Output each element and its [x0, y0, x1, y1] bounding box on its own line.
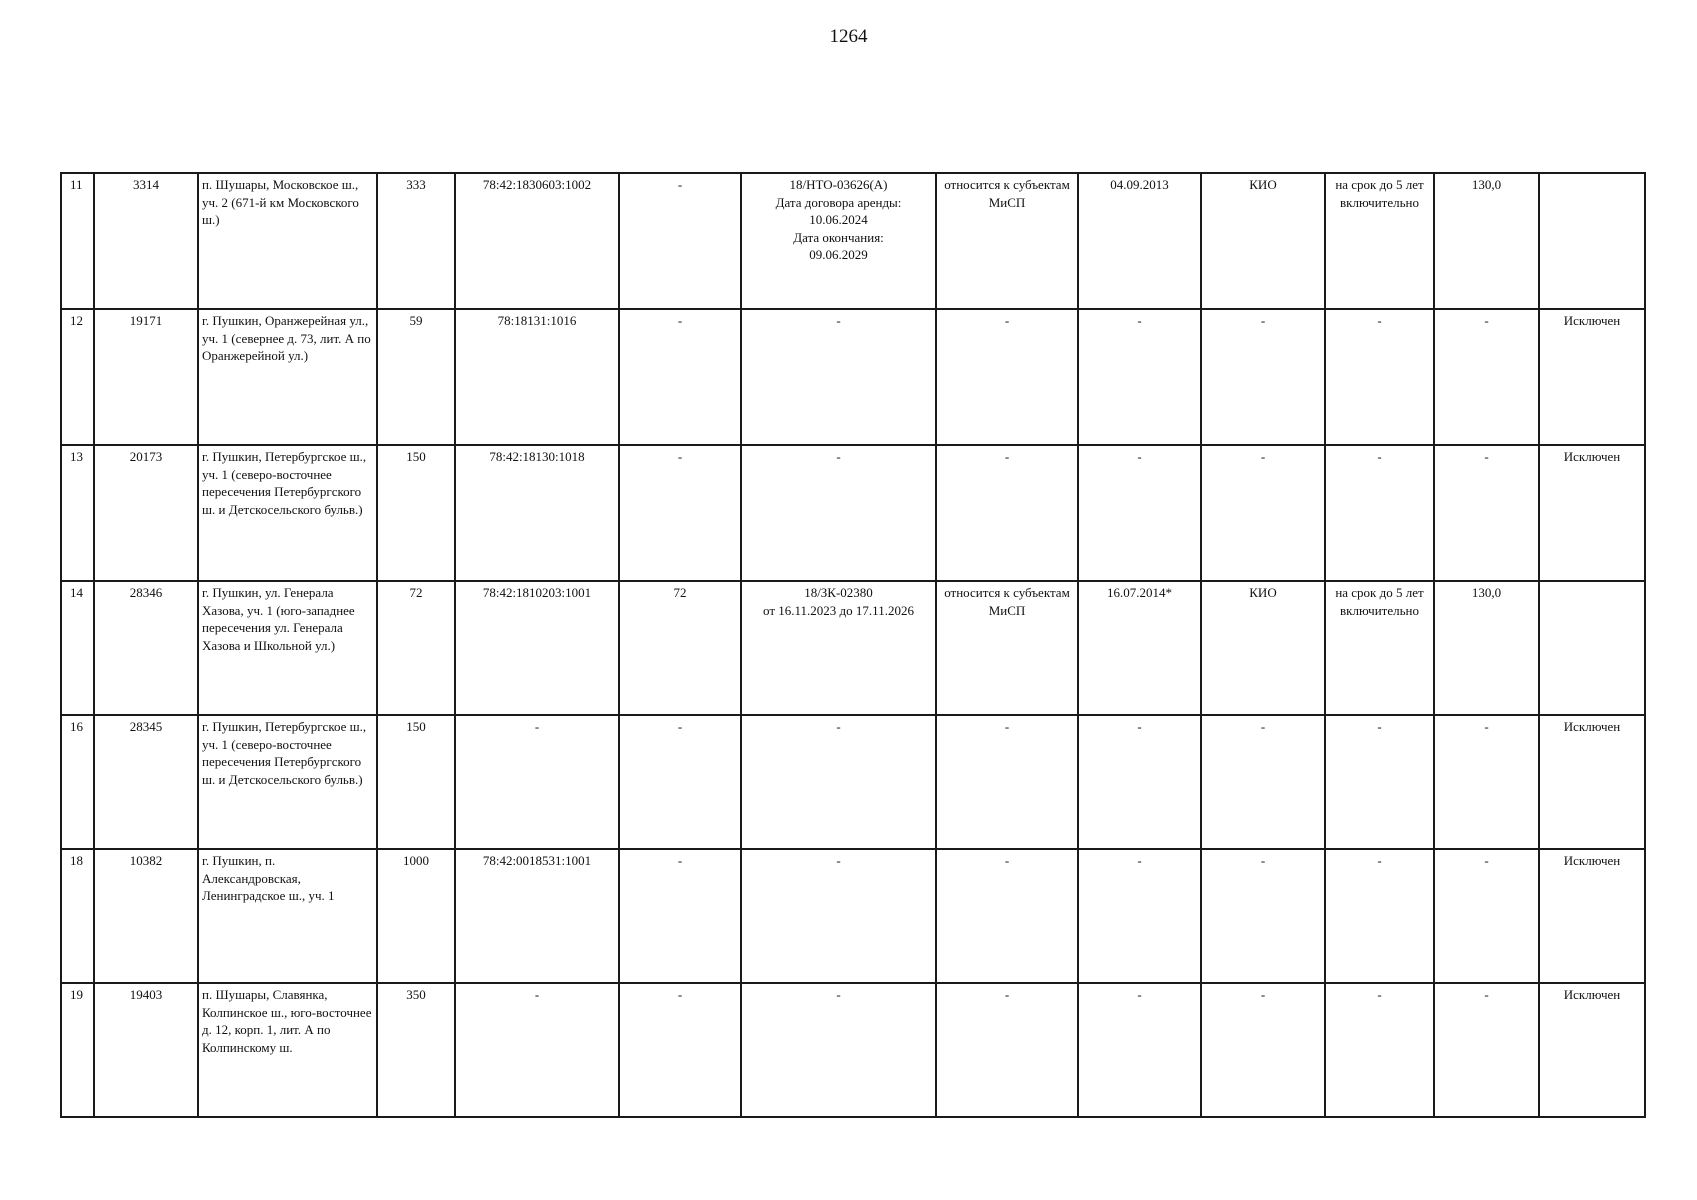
object-id-cell: 19171 [94, 309, 198, 445]
contract-line: - [836, 313, 841, 328]
address-cell: г. Пушкин, ул. Генерала Хазова, уч. 1 (юго-западнее пересечения ул. Генерала Хазова и Школьной ул.) [198, 581, 377, 715]
date-cell: 04.09.2013 [1078, 173, 1201, 309]
area-cell: 350 [377, 983, 455, 1117]
row-number-cell: 14 [61, 581, 94, 715]
contract-cell [741, 715, 936, 849]
address-cell: п. Шушары, Московское ш., уч. 2 (671-й км Московского ш.) [198, 173, 377, 309]
category-cell: - [936, 309, 1078, 445]
date-cell: - [1078, 983, 1201, 1117]
contract-line: - [836, 719, 841, 734]
organization-cell: - [1201, 849, 1325, 983]
address-cell: г. Пушкин, Петербургское ш., уч. 1 (северо-восточнее пересечения Петербургского ш. и Детскосельского бульв.) [198, 715, 377, 849]
date-cell: - [1078, 309, 1201, 445]
area-leased-cell: - [619, 445, 741, 581]
contract-line: 18/ЗК-02380 [804, 585, 873, 600]
organization-cell: КИО [1201, 173, 1325, 309]
contract-cell [741, 983, 936, 1117]
value-cell: - [1434, 445, 1539, 581]
contract-cell [741, 445, 936, 581]
page-number: 1264 [829, 26, 868, 47]
value-cell: 130,0 [1434, 581, 1539, 715]
term-cell: - [1325, 983, 1434, 1117]
category-cell: - [936, 445, 1078, 581]
table-body [61, 173, 1645, 1117]
row-number-cell: 12 [61, 309, 94, 445]
note-cell: Исключен [1539, 445, 1645, 581]
term-cell: - [1325, 445, 1434, 581]
cadastral-number-cell: 78:42:18130:1018 [455, 445, 619, 581]
cadastral-number-cell: 78:42:1810203:1001 [455, 581, 619, 715]
address-cell: г. Пушкин, п. Александровская, Ленинградское ш., уч. 1 [198, 849, 377, 983]
row-number-cell: 11 [61, 173, 94, 309]
value-cell: - [1434, 715, 1539, 849]
organization-cell: КИО [1201, 581, 1325, 715]
contract-line: - [836, 853, 841, 868]
registry-table [60, 172, 1646, 1118]
value-cell: 130,0 [1434, 173, 1539, 309]
table-row [61, 849, 1645, 983]
contract-line: 10.06.2024 [809, 212, 868, 227]
object-id-cell: 28346 [94, 581, 198, 715]
organization-cell: - [1201, 445, 1325, 581]
contract-cell [741, 849, 936, 983]
term-cell: на срок до 5 лет включительно [1325, 173, 1434, 309]
value-cell: - [1434, 983, 1539, 1117]
area-cell: 150 [377, 715, 455, 849]
table-row [61, 983, 1645, 1117]
row-number-cell: 16 [61, 715, 94, 849]
contract-line: - [836, 987, 841, 1002]
area-leased-cell: - [619, 173, 741, 309]
table-row [61, 309, 1645, 445]
contract-cell [741, 581, 936, 715]
category-cell: относится к субъектам МиСП [936, 173, 1078, 309]
address-cell: г. Пушкин, Оранжерейная ул., уч. 1 (севернее д. 73, лит. А по Оранжерейной ул.) [198, 309, 377, 445]
note-cell: Исключен [1539, 715, 1645, 849]
area-cell: 1000 [377, 849, 455, 983]
organization-cell: - [1201, 715, 1325, 849]
contract-line: 18/НТО-03626(А) [789, 177, 888, 192]
value-cell: - [1434, 849, 1539, 983]
term-cell: - [1325, 309, 1434, 445]
value-cell: - [1434, 309, 1539, 445]
cadastral-number-cell: - [455, 715, 619, 849]
category-cell: относится к субъектам МиСП [936, 581, 1078, 715]
contract-line: - [836, 449, 841, 464]
object-id-cell: 20173 [94, 445, 198, 581]
row-number-cell: 19 [61, 983, 94, 1117]
object-id-cell: 10382 [94, 849, 198, 983]
address-cell: п. Шушары, Славянка, Колпинское ш., юго-восточнее д. 12, корп. 1, лит. А по Колпинскому ш. [198, 983, 377, 1117]
area-cell: 150 [377, 445, 455, 581]
category-cell: - [936, 983, 1078, 1117]
note-cell [1539, 173, 1645, 309]
row-number-cell: 13 [61, 445, 94, 581]
contract-line: от 16.11.2023 до 17.11.2026 [763, 602, 914, 618]
contract-cell [741, 173, 936, 309]
area-leased-cell: - [619, 849, 741, 983]
cadastral-number-cell: 78:42:0018531:1001 [455, 849, 619, 983]
object-id-cell: 19403 [94, 983, 198, 1117]
area-leased-cell: 72 [619, 581, 741, 715]
cadastral-number-cell: - [455, 983, 619, 1117]
organization-cell: - [1201, 983, 1325, 1117]
note-cell [1539, 581, 1645, 715]
cadastral-number-cell: 78:18131:1016 [455, 309, 619, 445]
term-cell: на срок до 5 лет включительно [1325, 581, 1434, 715]
object-id-cell: 3314 [94, 173, 198, 309]
note-cell: Исключен [1539, 849, 1645, 983]
note-cell: Исключен [1539, 309, 1645, 445]
table-row [61, 581, 1645, 715]
organization-cell: - [1201, 309, 1325, 445]
area-leased-cell: - [619, 715, 741, 849]
table-row [61, 715, 1645, 849]
term-cell: - [1325, 849, 1434, 983]
contract-line: 09.06.2029 [809, 247, 868, 262]
address-cell: г. Пушкин, Петербургское ш., уч. 1 (северо-восточнее пересечения Петербургского ш. и Детскосельского бульв.) [198, 445, 377, 581]
area-cell: 333 [377, 173, 455, 309]
cadastral-number-cell: 78:42:1830603:1002 [455, 173, 619, 309]
category-cell: - [936, 715, 1078, 849]
area-cell: 72 [377, 581, 455, 715]
object-id-cell: 28345 [94, 715, 198, 849]
date-cell: 16.07.2014* [1078, 581, 1201, 715]
contract-line: Дата договора аренды: [775, 194, 902, 210]
contract-line: Дата окончания: [793, 229, 884, 245]
date-cell: - [1078, 715, 1201, 849]
date-cell: - [1078, 445, 1201, 581]
area-cell: 59 [377, 309, 455, 445]
area-leased-cell: - [619, 309, 741, 445]
date-cell: - [1078, 849, 1201, 983]
table-row [61, 445, 1645, 581]
term-cell: - [1325, 715, 1434, 849]
table-row [61, 173, 1645, 309]
row-number-cell: 18 [61, 849, 94, 983]
area-leased-cell: - [619, 983, 741, 1117]
note-cell: Исключен [1539, 983, 1645, 1117]
category-cell: - [936, 849, 1078, 983]
contract-cell [741, 309, 936, 445]
